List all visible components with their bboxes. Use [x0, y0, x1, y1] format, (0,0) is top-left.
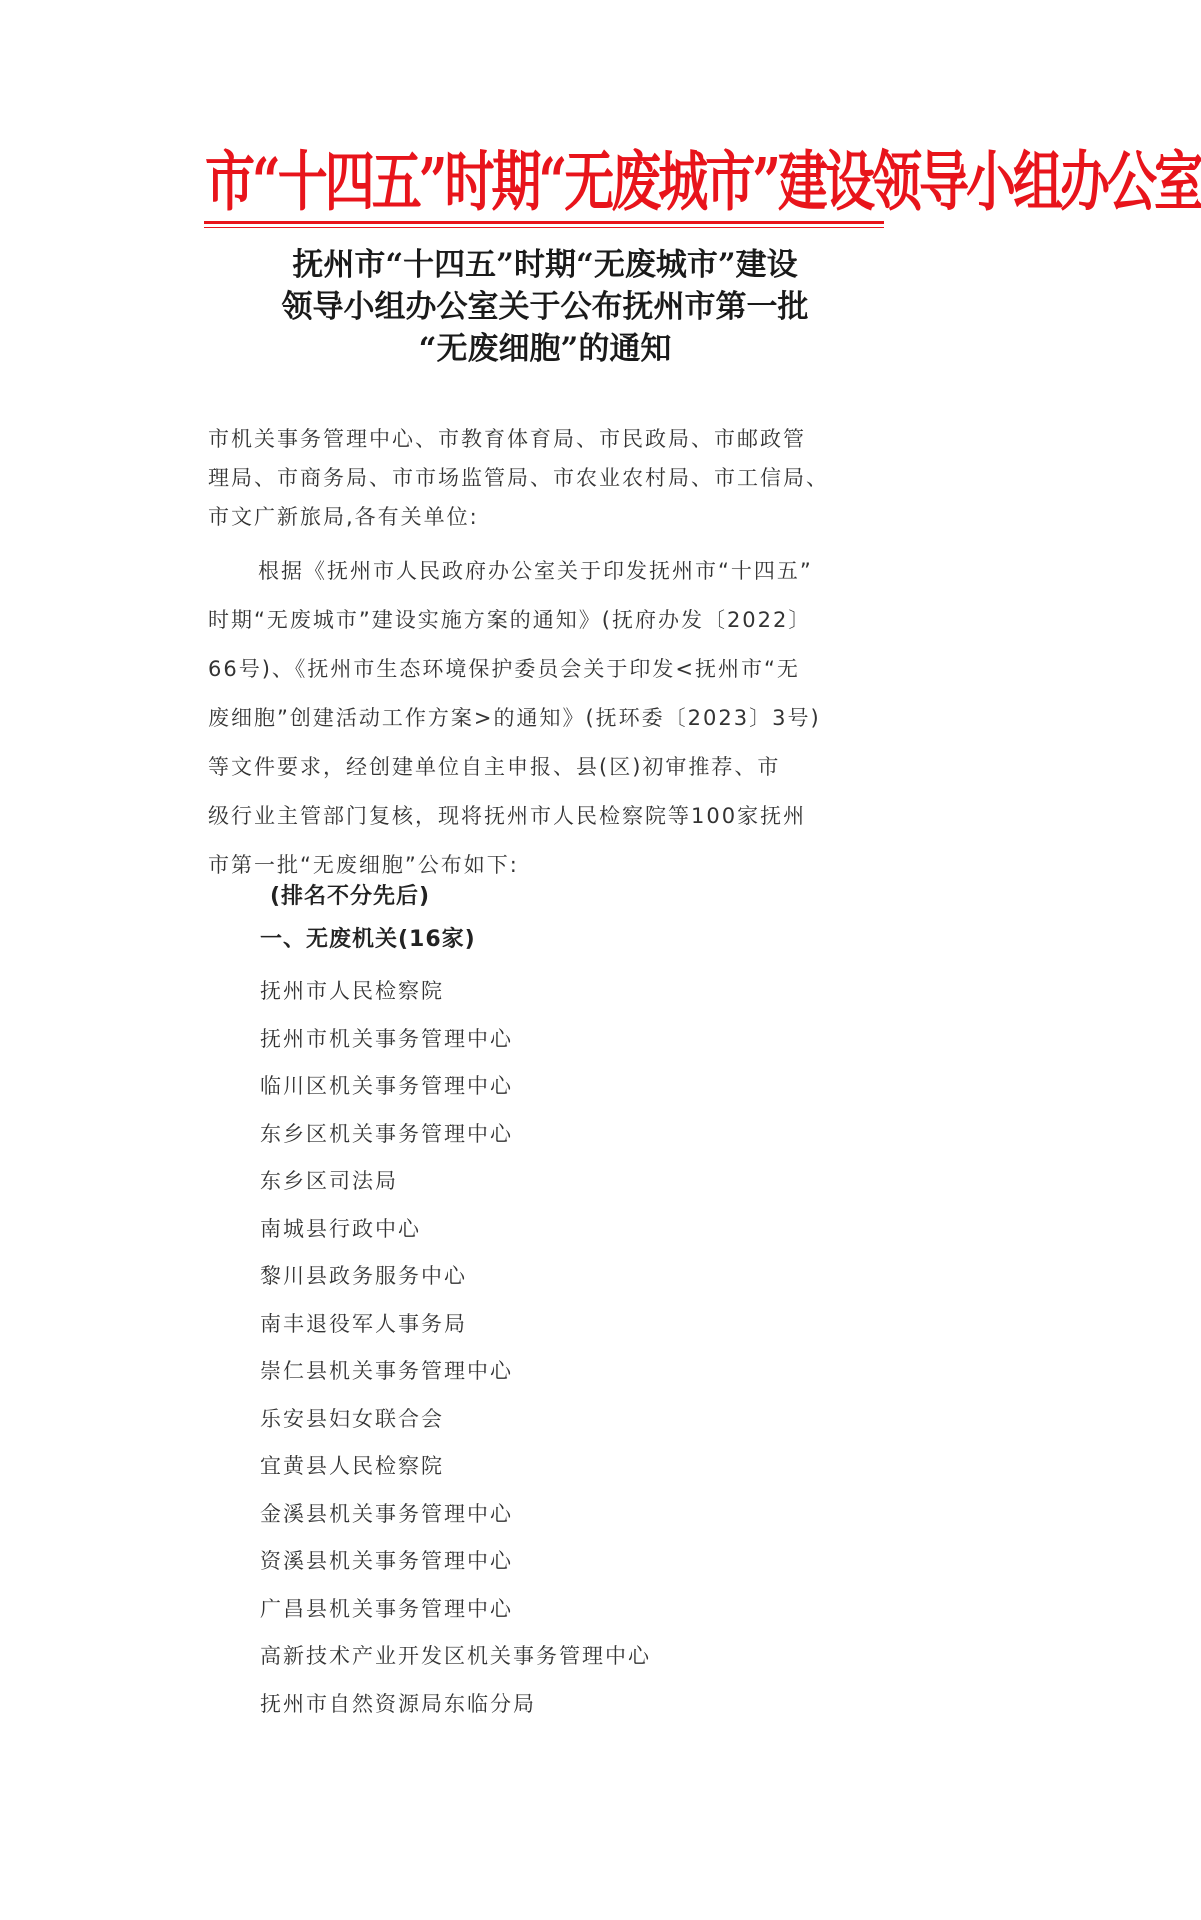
body-line: 根据《抚州市人民政府办公室关于印发抚州市“十四五”	[258, 559, 813, 583]
title-line: 领导小组办公室关于公布抚州市第一批	[281, 289, 809, 325]
issuing-office-header: 市“十四五”时期“无废城市”建设领导小组办公室	[205, 143, 1201, 220]
recipients	[208, 420, 888, 537]
body-line: 66号)、《抚州市生态环境保护委员会关于印发<抚州市“无	[208, 657, 800, 681]
title-line: “无废细胞”的通知	[418, 331, 672, 367]
recipients-line: 市机关事务管理中心、市教育体育局、市民政局、市邮政管	[208, 427, 806, 451]
body-line: 级行业主管部门复核，现将抚州市人民检察院等100家抚州	[208, 804, 807, 828]
section-heading: 一、无废机关(16家)	[260, 927, 476, 952]
list-item: 抚州市自然资源局东临分局	[260, 1691, 536, 1716]
list-item: 东乡区司法局	[260, 1169, 398, 1193]
body-line: 时期“无废城市”建设实施方案的通知》(抚府办发〔2022〕	[208, 608, 812, 632]
list-item: 南丰退役军人事务局	[260, 1311, 467, 1336]
recipients-line: 市文广新旅局,各有关单位:	[208, 505, 479, 529]
title-line: 抚州市“十四五”时期“无废城市”建设	[292, 247, 798, 283]
list-item: 资溪县机关事务管理中心	[260, 1549, 513, 1573]
list-item: 崇仁县机关事务管理中心	[260, 1359, 513, 1383]
list-item: 高新技术产业开发区机关事务管理中心	[260, 1644, 651, 1668]
document-title	[180, 244, 910, 370]
list-item: 抚州市机关事务管理中心	[260, 1026, 513, 1051]
list-item: 南城县行政中心	[260, 1216, 421, 1241]
header-red-rule	[204, 221, 884, 224]
list-item: 东乡区机关事务管理中心	[260, 1121, 513, 1146]
list-item: 临川区机关事务管理中心	[260, 1074, 513, 1098]
list-item: 黎川县政务服务中心	[260, 1264, 467, 1288]
body-line: 废细胞”创建活动工作方案>的通知》(抚环委〔2023〕3号)	[208, 706, 821, 730]
body-line: 市第一批“无废细胞”公布如下:	[208, 853, 519, 877]
list-item: 广昌县机关事务管理中心	[260, 1596, 513, 1621]
ranking-note: (排名不分先后)	[270, 884, 431, 909]
organization-list	[260, 968, 651, 1728]
body-paragraph	[208, 547, 888, 890]
list-item: 金溪县机关事务管理中心	[260, 1501, 513, 1526]
list-item: 宜黄县人民检察院	[260, 1454, 444, 1478]
recipients-line: 理局、市商务局、市市场监管局、市农业农村局、市工信局、	[208, 466, 829, 490]
list-item: 抚州市人民检察院	[260, 979, 444, 1003]
body-line: 等文件要求，经创建单位自主申报、县(区)初审推荐、市	[208, 755, 781, 779]
header-red-rule-thin	[204, 227, 884, 228]
list-item: 乐安县妇女联合会	[260, 1406, 444, 1431]
